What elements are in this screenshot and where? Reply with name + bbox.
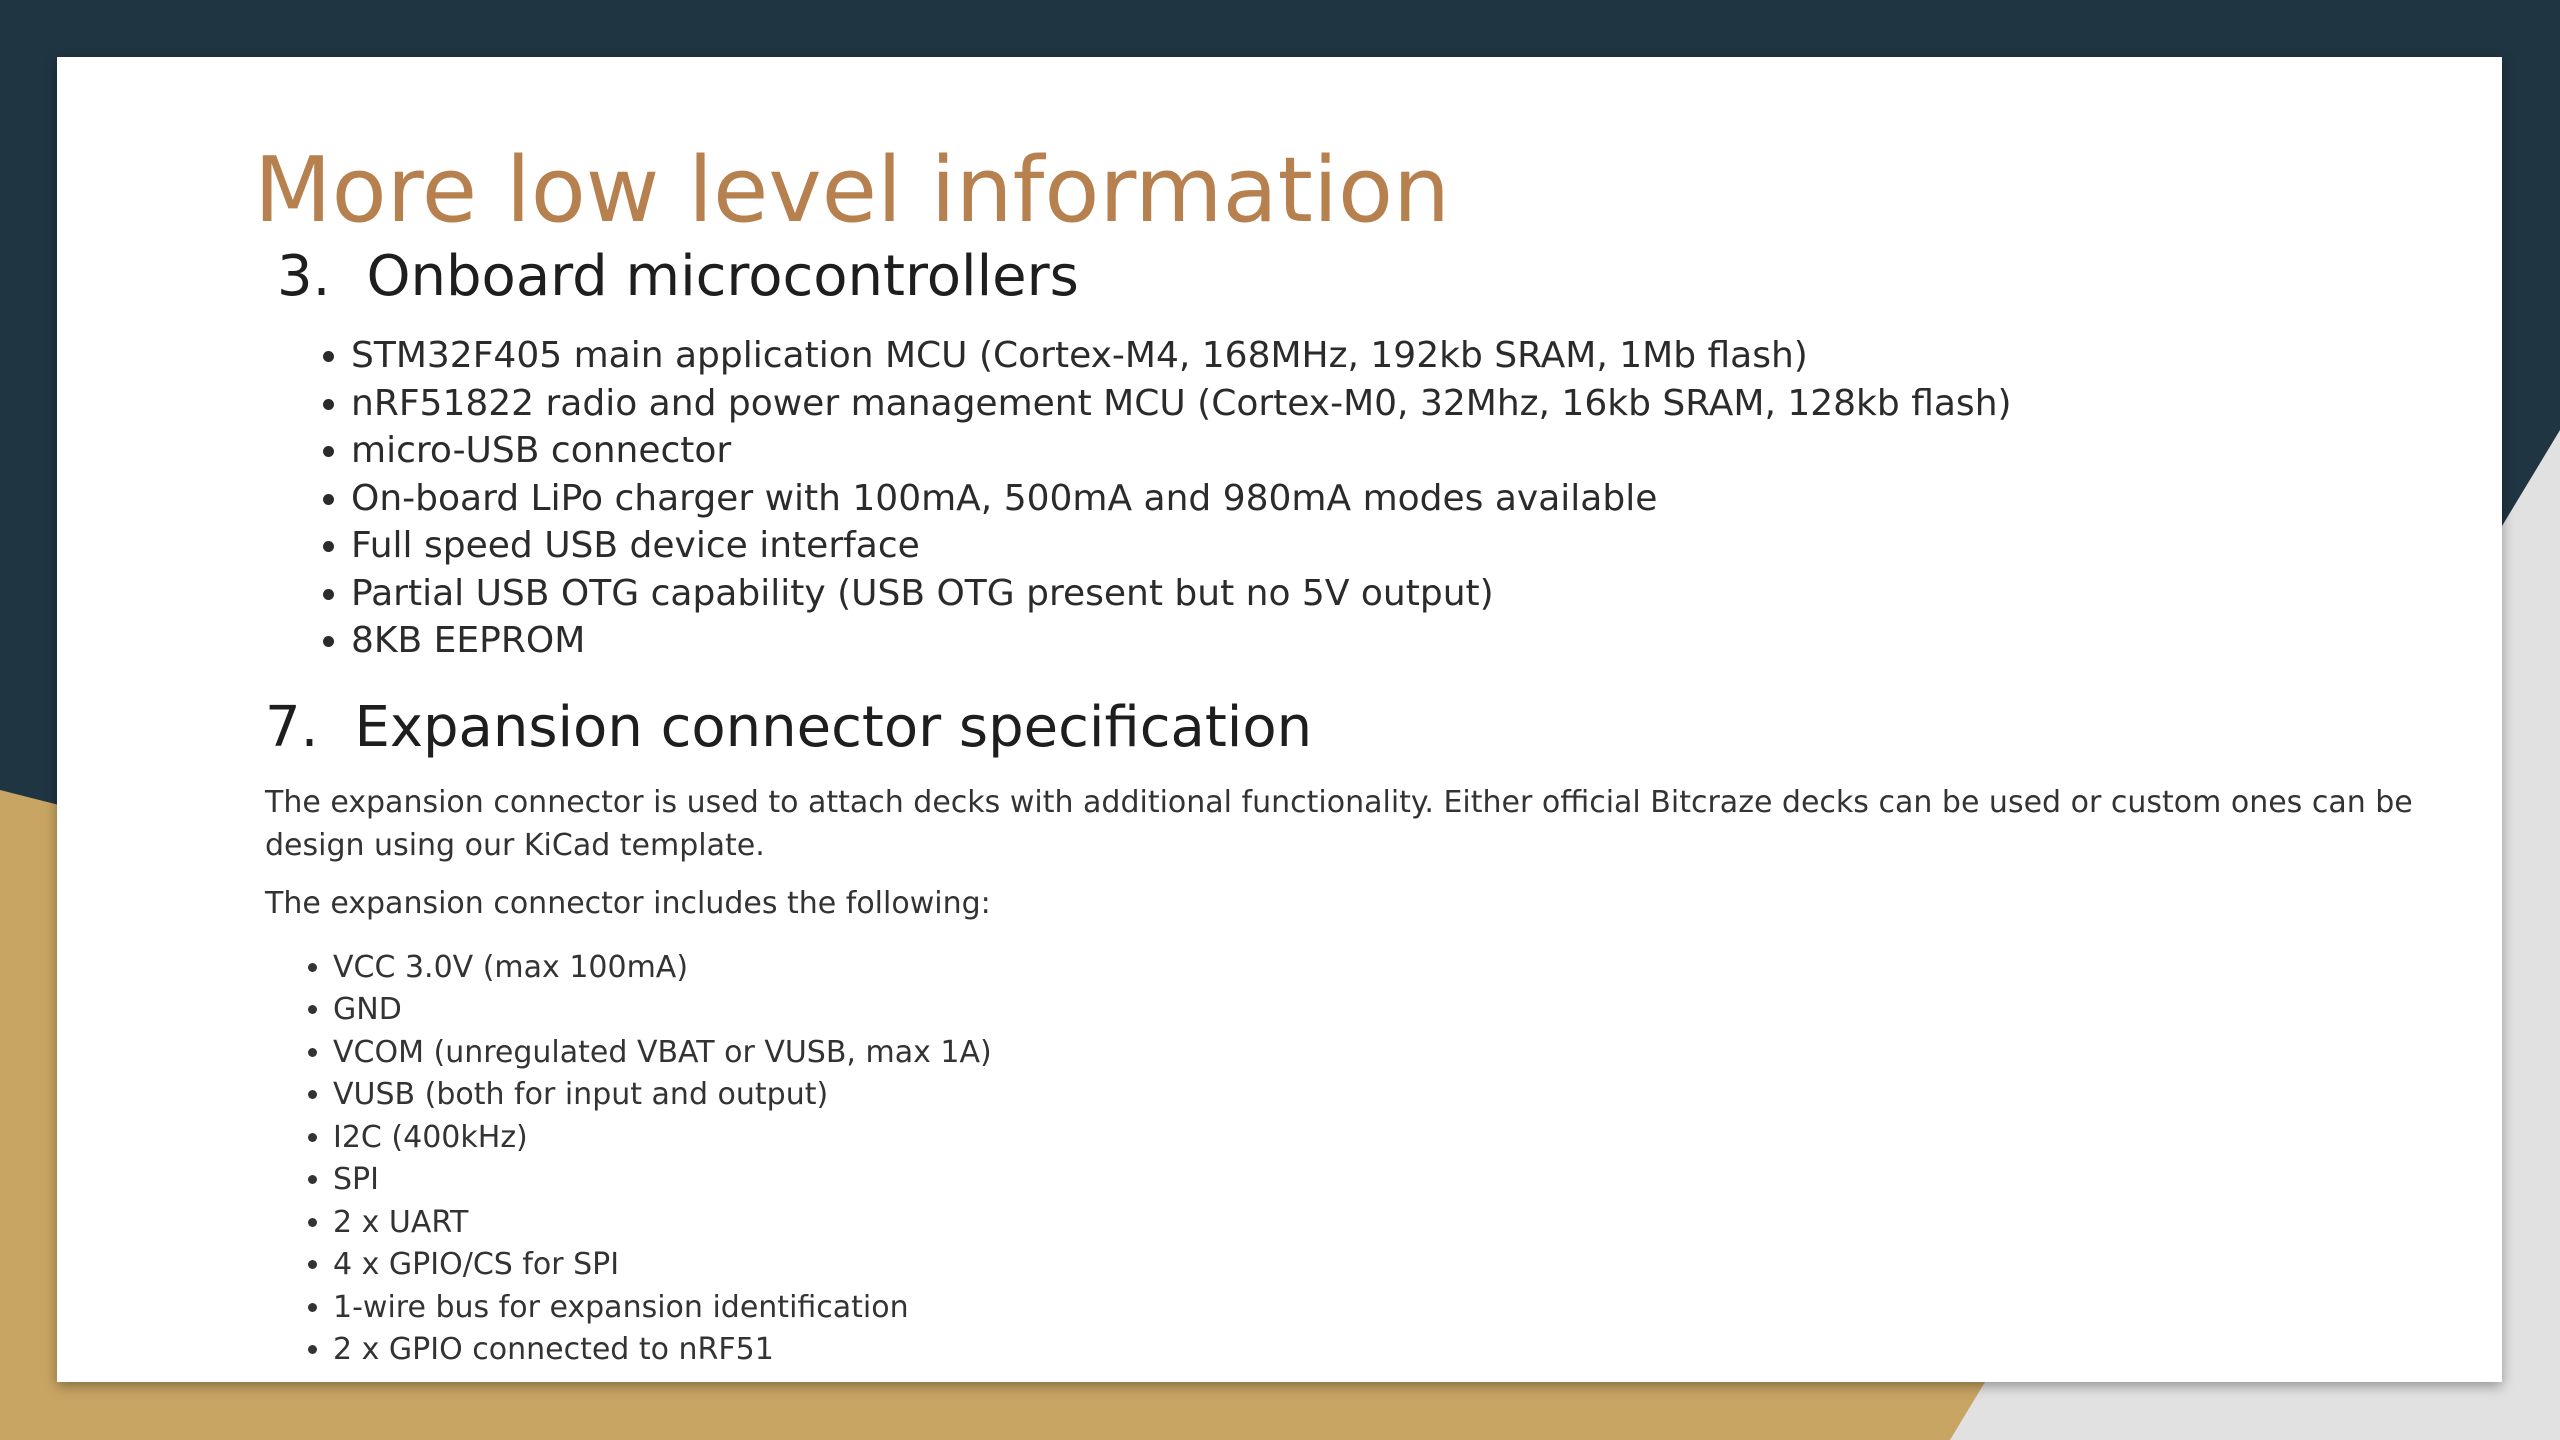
list-item: • VUSB (both for input and output) xyxy=(333,1074,2425,1117)
section-heading-text: Expansion connector specification xyxy=(354,694,1313,760)
slide-content xyxy=(265,242,2425,1372)
microcontroller-feature-list xyxy=(265,332,2425,665)
list-item: • 4 x GPIO/CS for SPI xyxy=(333,1244,2425,1287)
list-item: • STM32F405 main application MCU (Cortex-M4, 168MHz, 192kb SRAM, 1Mb flash) xyxy=(351,332,2425,380)
list-item: • Partial USB OTG capability (USB OTG present but no 5V output) xyxy=(351,570,2425,618)
list-item: • Full speed USB device interface xyxy=(351,522,2425,570)
expansion-connector-list xyxy=(265,947,2425,1372)
expansion-includes-paragraph: The expansion connector includes the following: xyxy=(265,885,991,921)
section-heading-expansion-connector xyxy=(265,693,2425,763)
list-item: • VCC 3.0V (max 100mA) xyxy=(333,947,2425,990)
section-heading-text: Onboard microcontrollers xyxy=(366,244,1079,309)
slide-page xyxy=(57,57,2502,1382)
expansion-description-paragraph: The expansion connector is used to attach decks with additional functionality. Either official Bitcraze decks can be used or custom ones can be design using our KiCad template. xyxy=(265,784,2413,863)
list-item: • VCOM (unregulated VBAT or VUSB, max 1A) xyxy=(333,1032,2425,1075)
section-heading-onboard-microcontrollers xyxy=(277,242,2425,312)
list-item: • On-board LiPo charger with 100mA, 500mA and 980mA modes available xyxy=(351,475,2425,523)
section-number: 7. xyxy=(265,694,319,760)
slide-title: More low level information xyxy=(254,138,1451,243)
list-item: • I2C (400kHz) xyxy=(333,1117,2425,1160)
list-item: • 2 x GPIO connected to nRF51 xyxy=(333,1329,2425,1372)
list-item: • SPI xyxy=(333,1159,2425,1202)
list-item: • GND xyxy=(333,989,2425,1032)
list-item: • 8KB EEPROM xyxy=(351,617,2425,665)
list-item: • 2 x UART xyxy=(333,1202,2425,1245)
list-item: • micro-USB connector xyxy=(351,427,2425,475)
list-item: • nRF51822 radio and power management MCU (Cortex-M0, 32Mhz, 16kb SRAM, 128kb flash) xyxy=(351,380,2425,428)
list-item: • 1-wire bus for expansion identification xyxy=(333,1287,2425,1330)
section-number: 3. xyxy=(277,244,331,309)
